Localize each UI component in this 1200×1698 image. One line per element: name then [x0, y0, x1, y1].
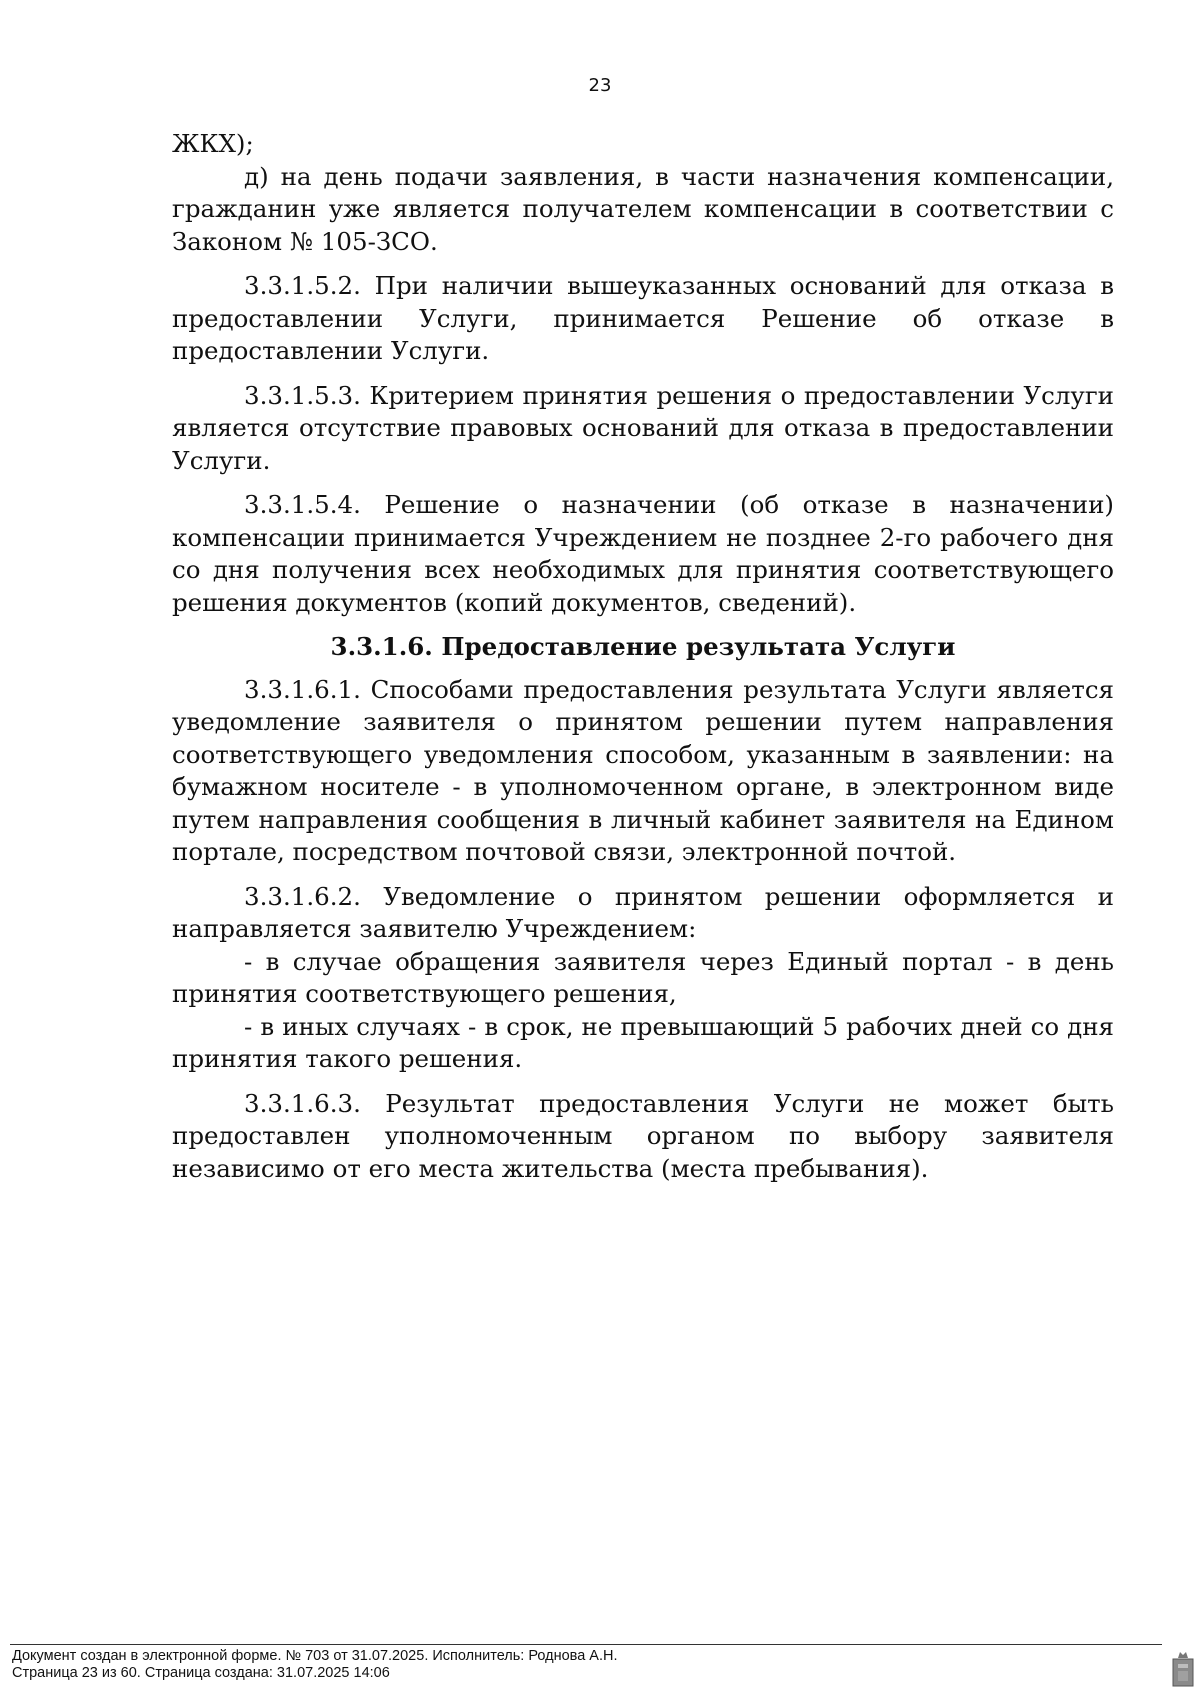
document-body	[172, 128, 1114, 1185]
list-item-other-cases: - в иных случаях - в срок, не превышающий 5 рабочих дней со дня принятия такого решения.	[172, 1011, 1114, 1073]
footer-line-document-info: Документ создан в электронной форме. № 703 от 31.07.2025. Исполнитель: Роднова А.Н.	[12, 1648, 618, 1664]
emblem-icon	[1172, 1647, 1194, 1687]
paragraph-d: д) на день подачи заявления, в части назначения компенсации, гражданин уже является получателем компенсации в соответствии с Законом № 105-ЗСО.	[172, 161, 1114, 256]
paragraph-zhkh: ЖКХ);	[172, 129, 254, 158]
document-footer	[12, 1648, 618, 1682]
page-number: 23	[588, 75, 612, 96]
section-heading: 3.3.1.6. Предоставление результата Услуги	[330, 632, 956, 661]
paragraph-3-3-1-5-3: 3.3.1.5.3. Критерием принятия решения о предоставлении Услуги является отсутствие правовых оснований для отказа в предоставлении Услуги.	[172, 380, 1114, 475]
list-item-portal: - в случае обращения заявителя через Единый портал - в день принятия соответствующего решения,	[172, 946, 1114, 1008]
paragraph-3-3-1-6-3: 3.3.1.6.3. Результат предоставления Услуги не может быть предоставлен уполномоченным органом по выбору заявителя независимо от его места жительства (места пребывания).	[172, 1088, 1114, 1183]
paragraph-3-3-1-5-4: 3.3.1.5.4. Решение о назначении (об отказе в назначении) компенсации принимается Учреждением не позднее 2-го рабочего дня со дня получения всех необходимых для принятия соответствующего решения документов (копий документов, сведений).	[172, 490, 1114, 617]
paragraph-3-3-1-5-2: 3.3.1.5.2. При наличии вышеуказанных оснований для отказа в предоставлении Услуги, принимается Решение об отказе в предоставлении Услуги.	[172, 271, 1114, 365]
paragraph-3-3-1-6-2: 3.3.1.6.2. Уведомление о принятом решении оформляется и направляется заявителю Учреждением:	[172, 881, 1114, 943]
footer-divider	[10, 1644, 1162, 1645]
paragraph-3-3-1-6-1: 3.3.1.6.1. Способами предоставления результата Услуги является уведомление заявителя о принятом решении путем направления соответствующего уведомления способом, указанным в заявлении: на бумажном носителе - в уполномоченном органе, в электронном виде путем направления сообщения в личный кабинет заявителя на Едином портале, посредством почтовой связи, электронной почтой.	[172, 674, 1114, 866]
footer-line-page-info: Страница 23 из 60. Страница создана: 31.07.2025 14:06	[12, 1665, 390, 1681]
